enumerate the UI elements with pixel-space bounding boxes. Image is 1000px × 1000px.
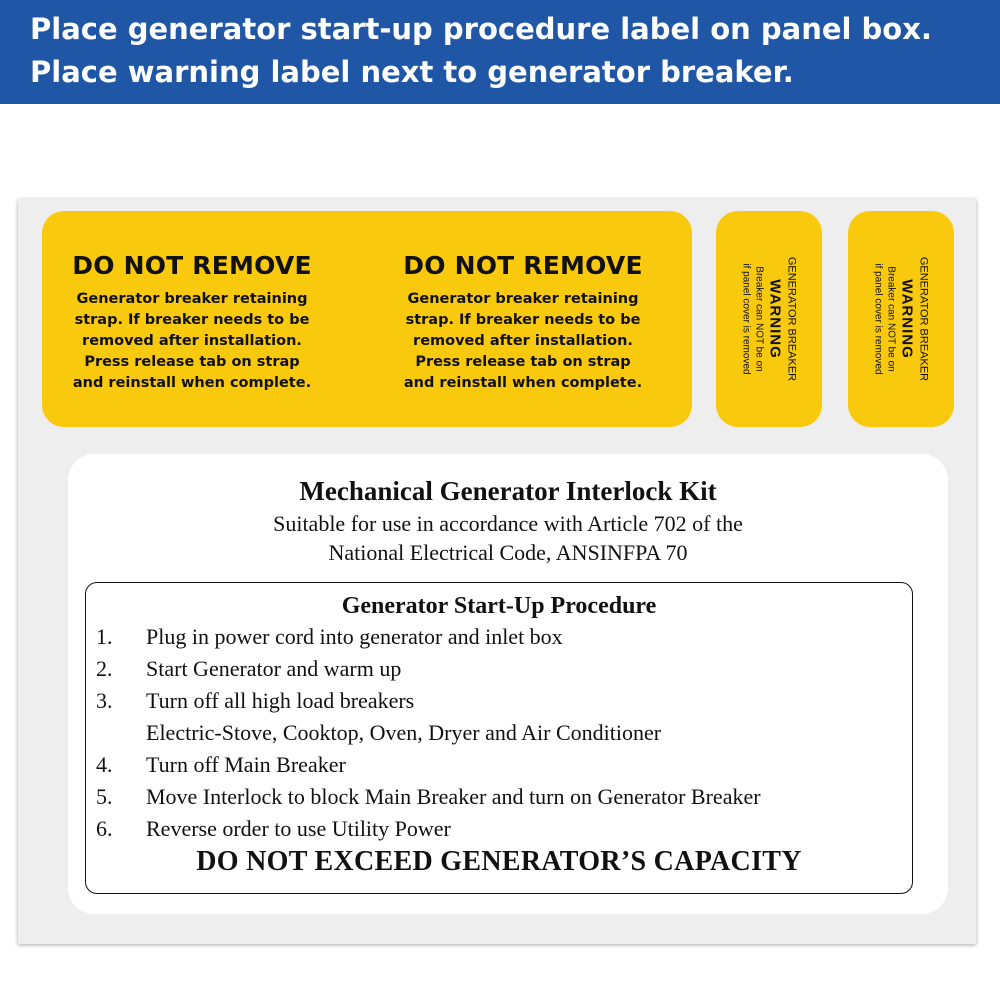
step-text: Electric-Stove, Cooktop, Oven, Dryer and Air Conditioner (146, 720, 662, 745)
warning-line-1: GENERATOR BREAKER (785, 256, 798, 382)
subtitle-line-2: National Electrical Code, ANSINFPA 70 (328, 540, 688, 565)
body-line: Generator breaker retaining (407, 291, 639, 307)
step-number: 6. (96, 816, 113, 841)
body-line: and reinstall when complete. (403, 375, 643, 391)
banner-line-1: Place generator start-up procedure label on panel box. (30, 12, 932, 46)
step-text: Move Interlock to block Main Breaker and turn on Generator Breaker (146, 784, 761, 809)
body-line: strap. If breaker needs to be (74, 312, 310, 328)
do-not-remove-heading: DO NOT REMOVE (403, 251, 643, 280)
step-number: 3. (96, 688, 113, 713)
body-line: Press release tab on strap (415, 354, 631, 370)
label-sheet (18, 199, 976, 944)
do-not-remove-block-1 (52, 249, 332, 394)
banner-line-2: Place warning label next to generator breaker. (30, 55, 794, 89)
breaker-warning-label-1 (716, 211, 822, 427)
breaker-warning-label-2 (848, 211, 954, 427)
do-not-remove-heading: DO NOT REMOVE (72, 251, 312, 280)
warning-line-3: Breaker can NOT be on (885, 266, 897, 372)
body-line: Generator breaker retaining (76, 291, 308, 307)
procedure-title: Generator Start-Up Procedure (341, 593, 657, 619)
procedure-box (85, 582, 913, 894)
body-line: Press release tab on strap (84, 354, 300, 370)
retaining-strap-label (42, 211, 692, 427)
step-number: 1. (96, 624, 113, 649)
capacity-warning: DO NOT EXCEED GENERATOR’S CAPACITY (196, 846, 802, 877)
step-number: 2. (96, 656, 113, 681)
body-line: strap. If breaker needs to be (405, 312, 641, 328)
step-number: 4. (96, 752, 113, 777)
kit-title: Mechanical Generator Interlock Kit (299, 476, 717, 506)
do-not-remove-body (383, 289, 663, 394)
do-not-remove-block-2 (383, 249, 663, 394)
body-line: removed after installation. (413, 333, 633, 349)
warning-line-2: WARNING (766, 279, 784, 359)
body-line: and reinstall when complete. (72, 375, 312, 391)
step-text: Turn off all high load breakers (146, 688, 415, 713)
step-text: Start Generator and warm up (146, 656, 402, 681)
startup-procedure-label (68, 454, 948, 914)
warning-line-4: if panel cover is removed (872, 263, 884, 375)
instruction-banner (0, 0, 1000, 104)
step-text: Turn off Main Breaker (146, 752, 346, 777)
vertical-warning-text (872, 244, 931, 394)
warning-line-3: Breaker can NOT be on (753, 266, 765, 372)
vertical-warning-text (740, 244, 799, 394)
subtitle-line-1: Suitable for use in accordance with Article 702 of the (273, 511, 743, 536)
warning-line-4: if panel cover is removed (740, 263, 752, 375)
body-line: removed after installation. (82, 333, 302, 349)
do-not-remove-body (52, 289, 332, 394)
step-number: 5. (96, 784, 113, 809)
warning-line-2: WARNING (898, 279, 916, 359)
step-text: Reverse order to use Utility Power (146, 816, 451, 841)
kit-subtitle (68, 509, 948, 567)
warning-line-1: GENERATOR BREAKER (917, 256, 930, 382)
step-text: Plug in power cord into generator and inlet box (146, 624, 563, 649)
